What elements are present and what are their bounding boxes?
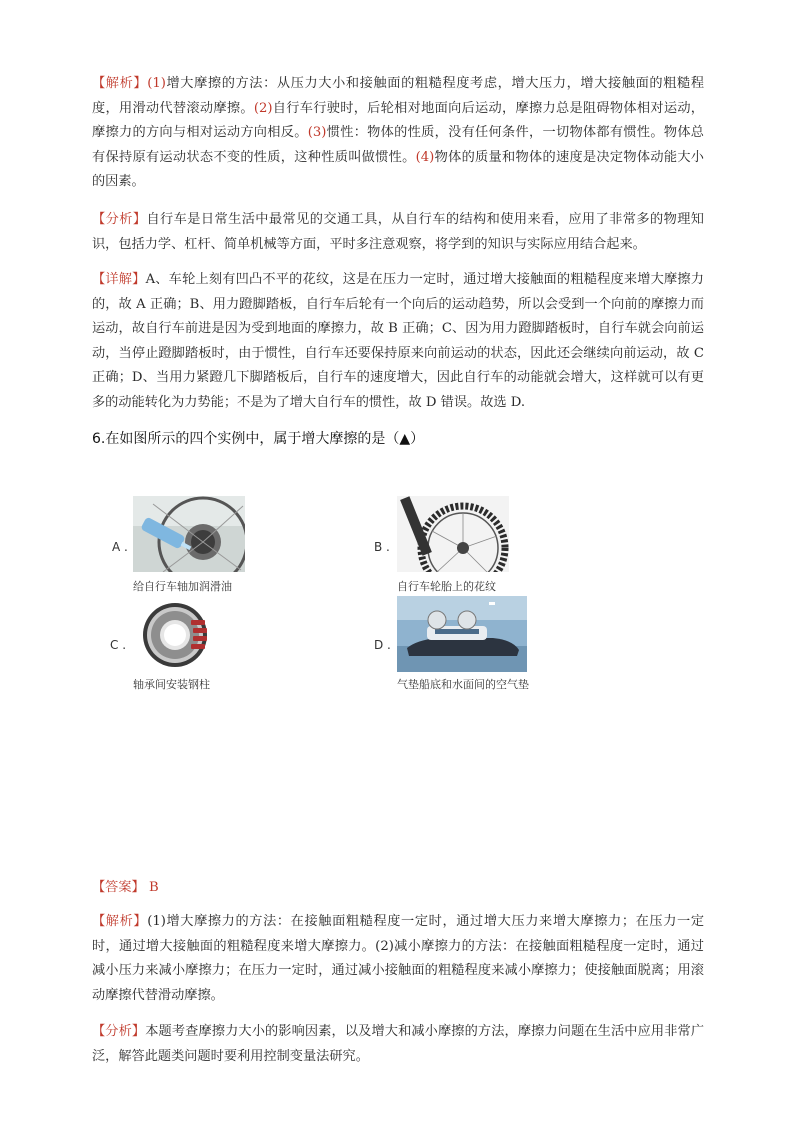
answer-line bbox=[92, 876, 159, 895]
option-d-image bbox=[397, 596, 527, 672]
analysis-paragraph-2: 【分析】自行车是日常生活中最常见的交通工具，从自行车的结构和使用来看，应用了非常多的物理知识，包括力学、杠杆、简单机械等方面，平时多注意观察，将学到的知识与实际应用结合起来。 bbox=[92, 212, 704, 252]
option-b-caption: 自行车轮胎上的花纹 bbox=[397, 580, 496, 593]
analysis-paragraph-4: 【分析】本题考查摩擦力大小的影响因素，以及增大和减小摩擦的方法，摩擦力问题在生活中应用非常广泛，解答此题类问题时要利用控制变量法研究。 bbox=[92, 1024, 705, 1064]
analysis-tag: 【分析】 bbox=[92, 212, 147, 227]
option-b-image bbox=[397, 496, 509, 572]
question-title: 6.在如图所示的四个实例中，属于增大摩擦的是（▲） bbox=[92, 431, 425, 447]
answer-tag: 【答案】 bbox=[92, 880, 145, 895]
answer-value: B bbox=[148, 880, 159, 895]
option-c-caption: 轴承间安装钢柱 bbox=[133, 678, 210, 691]
bicycle-tire-picture bbox=[397, 496, 509, 572]
detail-paragraph: 【详解】A、车轮上刻有凹凸不平的花纹，这是在压力一定时，通过增大接触面的粗糙程度来增大摩擦力的，故 A 正确；B、用力蹬脚踏板，自行车后轮有一个向后的运动趋势，所以会受到一个向前的摩擦力而运动，故自行车前进是因为受到地面的摩擦力，故 B 正确；C、因为用力蹬脚踏板时，自行车就会向前运动，当停止蹬脚踏板时，由于惯性，自行车还要保持原来向前运动的状态，因此还会继续向前运动，故 C 正确；D、当用力紧蹬几下脚踏板后，自行车的速度增大，因此自行车的动能就会增大，这样就可以有更多的动能转化为力势能；不是为了增大自行车的惯性，故 D 错误。故选 D. bbox=[92, 272, 704, 410]
option-b-letter: B . bbox=[374, 540, 390, 554]
option-a-caption: 给自行车轴加润滑油 bbox=[133, 580, 232, 593]
analysis-tag: 【解析】 bbox=[92, 914, 148, 929]
analysis-tag: 【分析】 bbox=[92, 1024, 146, 1039]
option-a-letter: A . bbox=[112, 540, 128, 554]
bearing-picture bbox=[133, 600, 219, 670]
analysis-paragraph-3: 【解析】(1)增大摩擦力的方法：在接触面粗糙程度一定时，通过增大压力来增大摩擦力；在压力一定时，通过增大接触面的粗糙程度来增大摩擦力。(2)减小摩擦力的方法：在接触面粗糙程度一定时，通过减小压力来减小摩擦力；在压力一定时，通过减小接触面的粗糙程度来减小摩擦力；使接触面脱离；用滚动摩擦代替滑动摩擦。 bbox=[92, 914, 705, 1003]
option-d-caption: 气垫船底和水面间的空气垫 bbox=[397, 678, 529, 691]
analysis-tag: 【解析】 bbox=[92, 76, 148, 91]
hovercraft-picture bbox=[397, 596, 527, 672]
analysis-paragraph-1: 【解析】(1)增大摩擦的方法：从压力大小和接触面的粗糙程度考虑，增大压力，增大接触面的粗糙程度，用滑动代替滚动摩擦。(2)自行车行驶时，后轮相对地面向后运动，摩擦力总是阻碍物体相对运动，摩擦力的方向与相对运动方向相反。(3)惯性：物体的性质，没有任何条件，一切物体都有惯性。物体总有保持原有运动状态不变的性质，这种性质叫做惯性。(4)物体的质量和物体的速度是决定物体动能大小的因素。 bbox=[92, 76, 705, 190]
option-a-image bbox=[133, 496, 245, 572]
bicycle-gear-oiling-picture bbox=[133, 496, 245, 572]
option-c-letter: C . bbox=[110, 638, 127, 652]
option-c-image bbox=[133, 600, 219, 670]
option-d-letter: D . bbox=[374, 638, 391, 652]
detail-tag: 【详解】 bbox=[92, 272, 146, 287]
